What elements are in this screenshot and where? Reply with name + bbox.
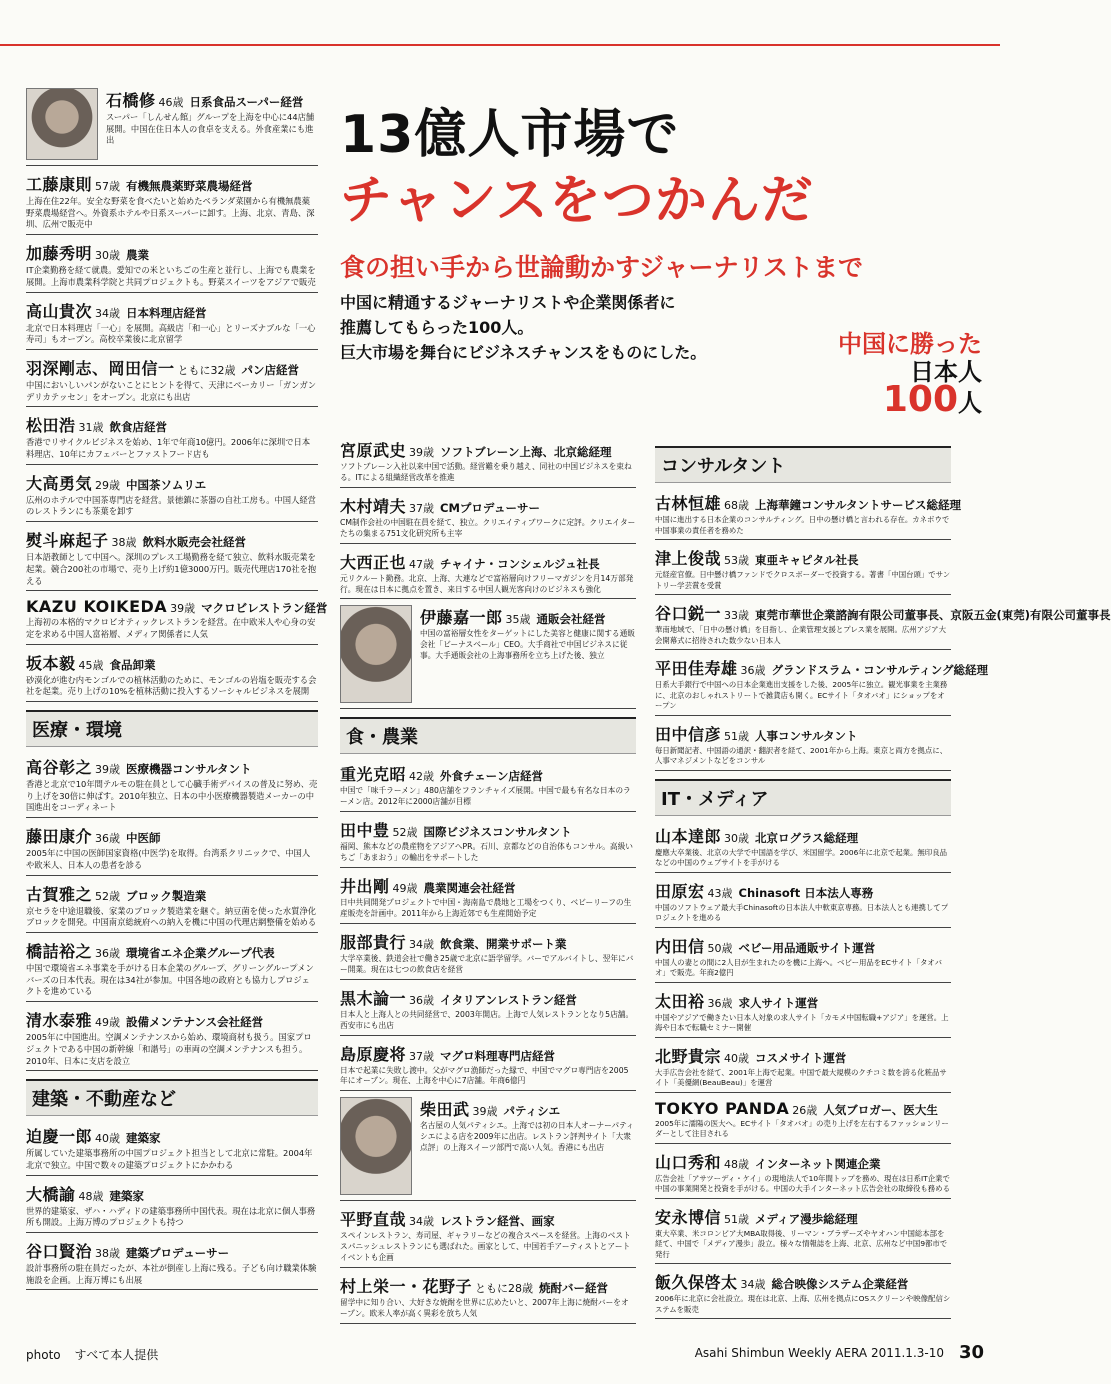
person-entry — [655, 1205, 951, 1265]
person-name: 北野貴宗 — [655, 1046, 722, 1066]
person-header — [26, 597, 328, 617]
person-age: 37歳 — [409, 501, 435, 515]
person-entry — [655, 989, 951, 1038]
person-role: 設備メンテナンス会社経営 — [126, 1015, 264, 1030]
person-age: 46歳 — [158, 96, 184, 109]
person-age: 53歳 — [724, 554, 750, 567]
person-description: ソフトブレーン入社以来中国で活動。経営難を乗り越え、同社の中国ビジネスを束ねる。ITによる組織経営改革を推進 — [340, 462, 632, 482]
person-name: 宮原武史 — [340, 441, 407, 460]
person-name: 安永博信 — [655, 1207, 722, 1227]
person-entry — [340, 930, 636, 980]
person-entry — [655, 1150, 951, 1199]
person-description: 名古屋の人気パティシエ。上海では初の日本人オーナーパティシエによる店を2009年に出店。レストラン評判サイト「大衆点評」の上海スイーツ部門で高い人気。香港にも出店 — [420, 1121, 634, 1153]
person-header — [340, 818, 636, 841]
person-header — [340, 874, 636, 897]
person-role: 医療機器コンサルタント — [126, 762, 252, 777]
person-description: 上海初の本格的マクロビオティックレストランを経営。在中欧米人や心身の安定を求める中国人富裕層、メディア関係者に人気 — [26, 617, 316, 639]
person-description: 広州のホテルで中国茶専門店を経営。景徳鎮に茶器の自社工房も。中国人経営のレストランにも茶葉を卸す — [26, 494, 316, 517]
person-age: 48歳 — [724, 1157, 750, 1171]
person-header — [26, 651, 318, 674]
person-header — [655, 1270, 951, 1293]
person-description: 中国人の妻との間に2人目が生まれたのを機に上海へ。ベビー用品をECサイト「タオバオ」で販売。年商2億円 — [655, 957, 943, 977]
person-age: 30歳 — [724, 831, 750, 845]
portrait-photo — [26, 88, 98, 160]
lead-line-3: 巨大市場を舞台にビジネスチャンスをものにした。 — [340, 343, 707, 362]
subheadline: 食の担い手から世論動かすジャーナリストまで — [340, 253, 864, 282]
lead-line-2: 推薦してもらった100人。 — [340, 318, 534, 337]
person-role: 中医師 — [126, 831, 161, 846]
person-role: 有機無農薬野菜農場経営 — [126, 179, 253, 193]
badge-line-1: 中国に勝った — [838, 330, 982, 358]
person-description: 華南地域で、「日中の懸け橋」を目指し、企業管理支援とプレス業を展開。広州アジア大会開幕式に招待された数少ない日本人 — [655, 625, 946, 645]
page-number: 30 — [958, 1342, 984, 1363]
person-age: 31歳 — [78, 421, 104, 435]
person-name: 大西正也 — [340, 552, 407, 572]
section-heading: 食・農業 — [340, 717, 636, 754]
person-age: 40歳 — [724, 1051, 750, 1065]
person-age: 51歳 — [724, 729, 750, 743]
person-description: 福岡、熊本などの農産物をアジアへPR。石川、京都などの自治体もコンサル。高級いちご「あまおう」の輸出をサポートした — [340, 842, 633, 863]
person-name: TOKYO PANDA — [655, 1098, 790, 1118]
person-age: 34歳 — [95, 306, 121, 320]
person-role: 総合映像システム企業経営 — [771, 1277, 909, 1291]
person-header — [655, 1099, 951, 1118]
person-name: 田中信彦 — [655, 724, 722, 744]
person-description: 中国やアジアで働きたい日本人対象の求人サイト「カモメ中国転職+アジア」を運営。上海や日本で転職セミナー開催 — [655, 1012, 949, 1032]
person-role: 求人サイト運営 — [738, 995, 819, 1010]
person-name: 山口秀和 — [655, 1152, 722, 1172]
person-description: 京セラを中途退職後、家業のブロック製造業を継ぐ。納豆菌を使った水質浄化ブロックを開発。中国南京総統府への納入を機に中国の代理店網整備を始める — [26, 905, 317, 928]
column-middle — [340, 438, 636, 1330]
person-age: 68歳 — [724, 499, 750, 512]
person-age: 26歳 — [792, 1103, 818, 1117]
person-name: 田原宏 — [655, 881, 705, 901]
person-name: 谷口賢治 — [26, 1242, 93, 1262]
person-description: 元リクルート勤務。北京、上海、大連などで富裕層向けフリーマガジンを月14万部発行。現在は日本に拠点を置き、来日する中国人観光客向けのビジネスも強化 — [340, 573, 634, 594]
person-header — [340, 438, 636, 461]
person-description: 中国で環境省エネ事業を手がける日本企業のグループ、グリーングループメンバーズの日本代表。現在は34社が参加。中国各地の政府とも協力しプロジェクトを進めている — [26, 962, 314, 997]
person-description: 日中共同開発プロジェクトで中国・海南島で農地と工場をつくり、ベビーリーフの生産販売を計画中。2011年から上海近郊でも生産開始予定 — [340, 898, 632, 918]
person-age: 34歳 — [740, 1278, 766, 1291]
person-age: 39歳 — [409, 446, 435, 459]
person-entry — [26, 1124, 318, 1175]
person-entry — [655, 491, 961, 540]
person-age: 33歳 — [724, 609, 750, 622]
person-role: 上海華鐘コンサルタントサービス総経理 — [755, 498, 961, 512]
portrait-photo — [340, 1097, 412, 1195]
person-age: 47歳 — [409, 557, 435, 571]
person-name: 大高勇気 — [26, 473, 93, 493]
person-role: 農業 — [126, 248, 150, 263]
person-entry — [26, 824, 318, 875]
person-description: 2005年に中国進出。空調メンテナンスから始め、環境商材も扱う。国家プロジェクトである中国の新幹線「和諧号」の車両の空調メンテナンスも担う。2010年、日本に支店を設立 — [26, 1032, 312, 1066]
person-name: 重光克昭 — [340, 765, 407, 785]
person-header — [420, 605, 636, 628]
person-role: メディア漫歩総経理 — [755, 1211, 858, 1226]
person-age: ともに28歳 — [475, 1282, 534, 1296]
person-age: 45歳 — [78, 658, 104, 672]
person-name: 工藤康則 — [26, 175, 93, 194]
person-name: 木村靖夫 — [340, 496, 407, 516]
person-age: 36歳 — [409, 993, 435, 1007]
person-age: 35歳 — [505, 613, 531, 627]
person-entry — [26, 651, 318, 702]
person-role: 日本料理店経営 — [126, 305, 207, 320]
person-header — [26, 413, 318, 436]
person-description: 香港でリサイクルビジネスを始め、1年で年商10億円。2006年に深圳で日本料理店、10年にカフェバーとファストフード店も — [26, 437, 311, 460]
person-header — [26, 755, 318, 778]
person-header — [26, 299, 318, 322]
person-entry — [340, 874, 636, 924]
person-name: 加藤秀明 — [26, 244, 93, 264]
photo-credit-text: すべて本人提供 — [74, 1348, 159, 1362]
person-description: 東大卒業、米コロンビア大MBA取得後、リーマン・ブラザーズやヤオハン中国総本部を経て、中国で「メディア漫歩」設立。様々な情報誌を上海、北京、広州など中国9都市で発行 — [655, 1228, 948, 1259]
person-name: 橋詰裕之 — [26, 941, 93, 961]
column-left — [26, 88, 328, 1296]
person-entry — [655, 1099, 951, 1144]
person-age: 39歳 — [170, 602, 196, 616]
person-name: 坂本毅 — [26, 653, 76, 673]
person-header — [26, 528, 318, 551]
person-role: レストラン経営、画家 — [440, 1214, 555, 1229]
photo-credit — [26, 1346, 158, 1363]
person-age: 37歳 — [409, 1049, 435, 1063]
person-age: ともに32歳 — [177, 363, 236, 377]
person-header — [340, 762, 636, 785]
person-name: 古賀雅之 — [26, 884, 93, 904]
person-role: 東亜キャピタル社長 — [755, 553, 859, 567]
person-role: 環境省エネ企業グループ代表 — [126, 945, 275, 960]
person-header — [655, 824, 951, 847]
person-header — [26, 241, 318, 264]
person-age: 49歳 — [392, 882, 418, 896]
person-header — [655, 722, 951, 745]
person-age: 49歳 — [95, 1016, 121, 1030]
person-description: IT企業勤務を経て就農。愛知での米といちごの生産と並行し、上海でも農業を展開。上海市農業科学院と共同プロジェクトも。野菜スイーツをアジアで販売 — [26, 265, 316, 287]
person-role: 建築家 — [126, 1131, 161, 1146]
person-name: 平野直哉 — [340, 1210, 407, 1230]
section-heading: 建築・不動産など — [26, 1079, 318, 1116]
person-header — [26, 471, 318, 494]
person-entry — [26, 939, 318, 1002]
person-role: ブロック製造業 — [126, 888, 207, 903]
person-name: 飯久保啓太 — [655, 1273, 738, 1292]
person-entry — [26, 413, 318, 464]
person-header — [340, 1207, 636, 1230]
person-entry — [655, 1270, 951, 1319]
person-entry — [340, 494, 636, 544]
person-age: 38歳 — [95, 1247, 121, 1261]
person-name: 村上栄一・花野子 — [340, 1277, 473, 1297]
person-name: 津上俊哉 — [655, 549, 722, 568]
person-role: パティシエ — [503, 1104, 561, 1119]
person-header — [420, 1097, 636, 1120]
person-age: 52歳 — [95, 889, 121, 903]
person-description: 2005年に濡陽の医大へ。ECサイト「タオバオ」の売り上げを左右するファッションリーダーとして注目される — [655, 1118, 949, 1138]
person-entry — [340, 605, 636, 709]
person-entry — [26, 241, 318, 292]
person-entry — [340, 1207, 636, 1268]
person-role: Chinasoft 日本法人専務 — [738, 885, 874, 900]
person-age: 50歳 — [707, 941, 733, 955]
headline-line-2: チャンスをつかんだ — [340, 171, 814, 231]
person-name: KAZU KOIKEDA — [26, 597, 168, 617]
person-role: マクロビレストラン経営 — [201, 601, 328, 616]
person-description: スーパー「しんせん館」グループを上海を中心に44店舗展開。中国在住日本人の食卓を支える。外食産業にも進出 — [106, 112, 315, 146]
badge-unit: 人 — [958, 389, 982, 417]
person-entry — [340, 818, 636, 868]
person-entry — [26, 299, 318, 350]
person-name: 熨斗麻起子 — [26, 531, 109, 551]
person-header — [655, 1044, 951, 1067]
person-entry — [340, 1042, 636, 1092]
person-description: 元経産官僚。日中懸け橋ファンドでクロスボーダーで投資する。著書「中国台頭」でサントリー学芸賞を受賞 — [655, 570, 951, 590]
person-name: 平田佳寿雄 — [655, 659, 738, 678]
person-name: 松田浩 — [26, 416, 76, 436]
person-age: 38歳 — [111, 536, 137, 550]
person-name: 高谷彰之 — [26, 758, 93, 778]
person-role: 農業関連会社経営 — [423, 881, 516, 896]
person-name: 石橋修 — [106, 91, 156, 110]
person-description: 日本語教師として中国へ。深圳のプレス工場勤務を経て独立、飲料水販売業を起業。競合200社の市場で、売り上げ約1億3000万円。販売代理店170社を抱える — [26, 552, 317, 586]
person-age: 36歳 — [707, 996, 733, 1010]
person-age: 34歳 — [409, 1215, 435, 1229]
person-description: 砂漠化が進む内モンゴルでの植林活動のために、モンゴルの岩塩を販売する会社を起業。売り上げの10%を植林活動に投入するソーシャルビジネスを展開 — [26, 674, 317, 697]
person-description: 毎日新聞記者、中国語の通訳・翻訳者を経て、2001年から上海。東京と両方を拠点に、人事マネジメントなどをコンサル — [655, 745, 948, 765]
person-name: 太田裕 — [655, 991, 705, 1011]
person-age: 34歳 — [409, 937, 435, 951]
person-role: 国際ビジネスコンサルタント — [423, 825, 572, 840]
person-entry — [340, 986, 636, 1036]
person-name: 大橋諭 — [26, 1184, 76, 1204]
person-entry — [655, 934, 951, 983]
person-name: 黒木論一 — [340, 988, 407, 1008]
person-description: 大学卒業後、鉄道会社で働き25歳で北京に語学留学。バーでアルバイトし、翌年にバー開業。現在は七つの飲食店を経営 — [340, 953, 634, 974]
person-header — [655, 934, 951, 957]
person-name: 羽深剛志、岡田信一 — [26, 358, 175, 378]
section-heading: IT・メディア — [655, 779, 951, 816]
person-name: 田中豊 — [340, 821, 390, 841]
person-role: 食品卸業 — [109, 657, 156, 672]
person-age: 29歳 — [95, 478, 121, 492]
person-role: コスメサイト運営 — [755, 1050, 847, 1065]
series-badge — [838, 330, 982, 420]
lead-line-1: 中国に精通するジャーナリストや企業関係者に — [340, 293, 676, 312]
person-name: 谷口鋭一 — [655, 604, 722, 623]
column-right — [655, 438, 1111, 1325]
person-header — [655, 989, 951, 1012]
person-entry — [340, 550, 636, 600]
person-age: 36歳 — [95, 946, 121, 960]
person-description: 中国の富裕層女性をターゲットにした美容と健康に関する通販会社「ビーナスベール」CEO。大手商社で中国ビジネスに従事。大手通販会社の上海事務所を立ち上げた後、独立 — [420, 629, 635, 661]
person-age: 36歳 — [95, 832, 121, 846]
person-role: インターネット関連企業 — [755, 1156, 881, 1171]
person-age: 39歳 — [472, 1105, 498, 1119]
person-description: 2005年に中国の医師国家資格(中医学)を取得。台湾系クリニックで、中国人や欧米人、日本人の患者を診る — [26, 848, 311, 870]
person-entry — [655, 824, 951, 873]
badge-line-2: 日本人 — [910, 358, 982, 386]
person-name: 清水泰雅 — [26, 1011, 93, 1031]
person-header — [26, 1239, 318, 1262]
person-header — [26, 172, 318, 195]
person-header — [340, 930, 636, 953]
person-description: 大手広告会社を経て、2001年上海で起業。中国で最大規模のクチコミ数を誇る化粧品サイト「美優網(BeauBeau)」を運営 — [655, 1067, 947, 1087]
person-role: 日系食品スーパー経営 — [189, 95, 304, 109]
person-entry — [26, 882, 318, 933]
person-header — [26, 1008, 318, 1031]
person-description: 設計事務所の駐在員だったが、本社が倒産し上海に残る。子ども向け職業体験施設を企画。上海万博にも出展 — [26, 1263, 317, 1285]
person-role: 飲食業、開業サポート業 — [440, 936, 567, 951]
person-role: 通販会社経営 — [536, 612, 606, 627]
person-header — [26, 1182, 318, 1205]
person-name: 内田信 — [655, 936, 705, 956]
person-name: 柴田武 — [420, 1100, 470, 1120]
person-description: 日本で起業に失敗し渡中。父がマグロ漁師だった縁で、中国でマグロ専門店を2005年にオープン。現在、上海を中心に7店舗。年商6億円 — [340, 1065, 629, 1086]
person-name: 藤田康介 — [26, 827, 93, 847]
person-header — [340, 986, 636, 1009]
person-header — [655, 1150, 951, 1173]
person-entry — [340, 1097, 636, 1201]
person-role: 飲食店経営 — [109, 420, 168, 435]
magazine-name: Asahi Shimbun Weekly AERA 2011.1.3-10 — [694, 1346, 944, 1360]
person-header — [26, 939, 318, 962]
person-entry — [26, 528, 318, 591]
person-role: 焼酎バー経営 — [539, 1281, 609, 1296]
person-description: 日系大手銀行で中国への日本企業進出支援をした後、2005年に独立。観光事業を主業務に、北京のおしゃれストリートで雑貨店も開く。ECサイト「タオバオ」にショップをオープン — [655, 680, 948, 710]
person-description: スペインレストラン、寿司屋、ギャラリーなどの複合スペースを経営。上海のベストスパニッシュレストランにも選ばれた。画家として、中国若手アーティストとアートイベントも企画 — [340, 1231, 631, 1263]
badge-number: 100 — [882, 379, 958, 420]
person-entry — [26, 597, 328, 644]
person-description: CM制作会社の中国駐在員を経て、独立。クリエイティブワークに定評。クリエイターたちの集まる751文化研究所も主宰 — [340, 517, 636, 538]
person-entry — [655, 1044, 951, 1093]
person-age: 36歳 — [740, 664, 766, 677]
person-role: ベビー用品通販サイト運営 — [738, 940, 876, 955]
person-name: 迫慶一郎 — [26, 1127, 93, 1147]
person-role: 外食チェーン店経営 — [440, 769, 543, 784]
person-role: 建築家 — [109, 1188, 145, 1203]
person-entry — [655, 722, 951, 771]
person-name: 島原慶将 — [340, 1044, 407, 1064]
person-description: 慶應大卒業後、北京の大学で中国語を学び、米国留学。2006年に北京で起業。無印良品などの中国のウェブサイトを手がける — [655, 847, 947, 867]
person-entry — [655, 601, 1111, 650]
photo-label: photo — [26, 1348, 61, 1362]
person-role: チャイナ・コンシェルジュ社長 — [440, 556, 600, 571]
person-name: 高山貴次 — [26, 301, 93, 321]
person-role: 飲料水販売会社経営 — [142, 535, 247, 550]
person-header — [340, 494, 636, 517]
person-role: ソフトブレーン上海、北京総経理 — [440, 445, 612, 459]
person-header — [655, 656, 989, 679]
person-age: 52歳 — [392, 826, 418, 840]
person-role: 人気ブロガー、医大生 — [823, 1102, 938, 1117]
person-description: 所属していた建築事務所の中国プロジェクト担当として北京に常駐。2004年北京で独立。中国で数々の建築プロジェクトにかかわる — [26, 1148, 313, 1170]
person-entry — [26, 1182, 318, 1233]
person-description: 中国のソフトウェア最大手Chinasoftの日本法人中軟東京専務。日本法人とも連携してプロジェクトを進める — [655, 902, 949, 922]
person-role: 人事コンサルタント — [755, 728, 858, 743]
headline-line-1: 13億人市場で — [340, 105, 680, 165]
person-name: 井出剛 — [340, 877, 390, 897]
portrait-photo — [340, 605, 412, 703]
person-entry — [655, 879, 951, 928]
person-description: 2006年に北京に会社設立。現在は北京、上海、広州を拠点にOSスクリーンや映像配信システムを販売 — [655, 1294, 951, 1314]
person-description: 中国においしいパンがないことにヒントを得て、天津にベーカリー「ガンガン デリカテッセン」をオープン。北京にも出店 — [26, 379, 317, 402]
person-header — [340, 1042, 636, 1065]
person-role: パン店経営 — [241, 362, 300, 377]
person-entry — [340, 1274, 636, 1324]
person-header — [26, 824, 318, 847]
person-description: 香港と北京で10年間テルモの駐在員として心臓手術デバイスの普及に努め、売り上げを30倍に伸ばす。2010年独立、日本の中小医療機器製造メーカーの中国進出をコーディネート — [26, 779, 318, 813]
person-age: 43歳 — [707, 886, 733, 900]
person-header — [655, 601, 1111, 624]
person-description: 上海在住22年。安全な野菜を食べたいと始めたベランダ菜園から有機無農薬野菜農場経営へ。外資系ホテルや日系スーパーに卸す。上海、北京、青島、深圳、広州で販売中 — [26, 196, 315, 230]
person-header — [26, 356, 318, 379]
top-rule — [0, 44, 1000, 46]
person-entry — [26, 471, 318, 522]
person-header — [340, 1274, 636, 1297]
person-header — [26, 882, 318, 905]
person-entry — [26, 755, 318, 818]
person-entry — [26, 356, 318, 407]
person-name: 服部貴行 — [340, 932, 407, 952]
person-header — [340, 550, 636, 573]
person-name: 古林恒雄 — [655, 494, 722, 513]
person-entry — [26, 172, 318, 235]
person-age: 48歳 — [78, 1189, 104, 1203]
person-header — [106, 88, 318, 111]
person-age: 40歳 — [95, 1132, 121, 1146]
person-role: イタリアンレストラン経営 — [440, 992, 577, 1007]
person-age: 30歳 — [95, 249, 121, 263]
person-age: 57歳 — [95, 180, 121, 193]
person-header — [26, 1124, 318, 1147]
person-age: 51歳 — [724, 1212, 750, 1226]
person-age: 42歳 — [409, 770, 435, 784]
person-header — [655, 1205, 951, 1228]
person-entry — [26, 1239, 318, 1290]
section-heading: コンサルタント — [655, 446, 951, 483]
person-entry — [340, 438, 636, 488]
person-entry — [655, 546, 951, 595]
person-description: 北京で日本料理店「一心」を展開。高級店「和一心」とリーズナブルな「一心寿司」もオープン。高校卒業後に北京留学 — [26, 322, 316, 345]
person-entry — [340, 762, 636, 812]
person-role: マグロ料理専門店経営 — [440, 1048, 556, 1063]
person-name: 伊藤嘉一郎 — [420, 608, 503, 628]
lead-text — [340, 290, 740, 365]
person-description: 世界的建築家、ザハ・ハディドの建築事務所中国代表。現在は北京に個人事務所も開設。上海万博のプロジェクトも持つ — [26, 1205, 316, 1228]
person-role: 建築プロデューサー — [126, 1246, 230, 1261]
person-description: 日本人と上海人との共同経営で、2003年開店。上海で人気レストランとなり5店舗。西安市にも出店 — [340, 1009, 634, 1030]
person-entry — [655, 656, 989, 716]
person-description: 中国に進出する日本企業のコンサルティング。日中の懸け橋と言われる存在。カネボウで中国事業の責任者を務めた — [655, 515, 950, 535]
person-role: 中国茶ソムリエ — [126, 477, 207, 492]
person-header — [655, 546, 951, 569]
person-entry — [26, 1008, 318, 1071]
person-header — [655, 491, 961, 514]
section-heading: 医療・環境 — [26, 710, 318, 747]
person-description: 中国で「味千ラーメン」480店舗をフランチャイズ展開。中国で最も有名な日本のラーメン店。2012年に2000店舗が目標 — [340, 786, 631, 807]
person-role: 北京ログラス総経理 — [755, 830, 859, 845]
person-role: グランドスラム・コンサルティング総経理 — [771, 663, 989, 677]
person-role: CMプロデューサー — [440, 500, 541, 515]
person-name: 山本達郎 — [655, 826, 722, 846]
person-role: 東莞市華世企業諮詢有限公司董事長、京阪五金(東莞)有限公司董事長 — [755, 608, 1111, 622]
person-description: 留学中に知り合い、大好きな焼酎を世界に広めたいと、2007年上海に焼酎バーをオープン。欧米人率が高く異彩を放ち人気 — [340, 1298, 629, 1318]
person-header — [655, 879, 951, 902]
person-entry — [26, 88, 318, 166]
person-age: 39歳 — [95, 763, 121, 777]
person-description: 広告会社「アサツーディ・ケイ」の現地法人で10年間トップを務め、現在は日系IT企業で中国の事業開発と投資を手がける。中国の大手インターネット広告会社の取締役も務める — [655, 1173, 950, 1193]
